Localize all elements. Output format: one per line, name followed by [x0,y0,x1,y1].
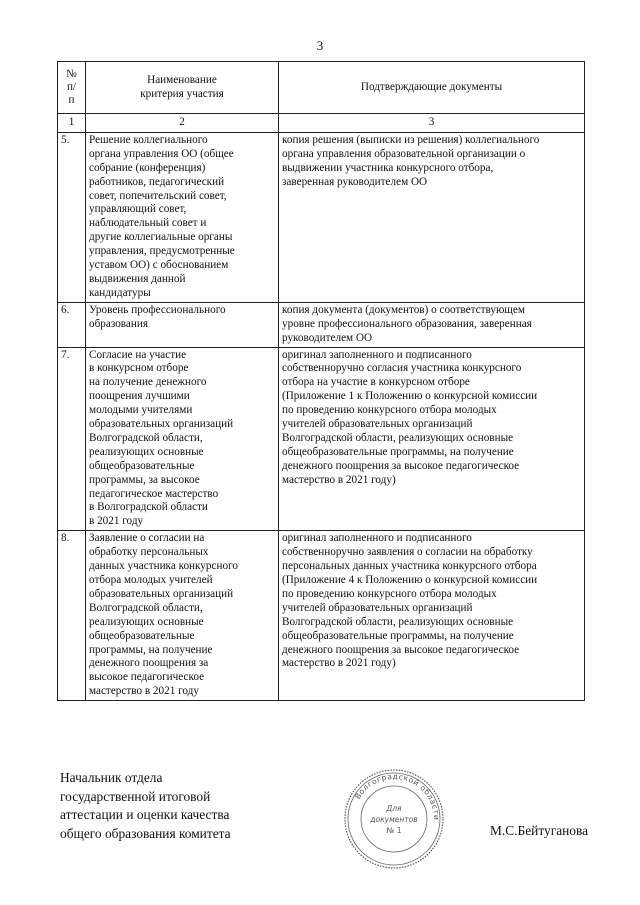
row-documents: копия документа (документов) о соответствующем уровне профессионального образования, заверенная руководителем ОО [279,302,585,347]
table-row [58,132,585,302]
row-criterion: Согласие на участие в конкурсном отборе на получение денежного поощрения лучшими молодыми учителями образовательных организаций Волгоградской области, реализующих основные общеобразовательные программы, за высокое педагогическое мастерство в Волгоградской области в 2021 году [86,347,279,531]
row-criterion: Заявление о согласии на обработку персональных данных участника конкурсного отбора молодых учителей образовательных организаций Волгоградской области, реализующих основные общеобразовательные программы, на получение денежного поощрения за высокое педагогическое мастерство в 2021 году [86,531,279,701]
signatory-position: Начальник отдела государственной итоговой аттестации и оценки качества общего образования комитета [60,770,231,841]
row-number: 6. [58,302,86,347]
signer-name: М.С.Бейтуганова [490,823,589,838]
stamp-line-3: № 1 [386,826,402,835]
stamp-line-2: документов [370,815,418,824]
row-criterion: Решение коллегиального органа управления ОО (общее собрание (конференция) работников, педагогический совет, попечительский совет, управляющий совет, наблюдательный совет и другие коллегиальные органы управления, предусмотренные уставом ОО) с обоснованием выдвижения данной кандидатуры [86,132,279,302]
column-number: 2 [86,114,279,133]
row-number: 5. [58,132,86,302]
header-number: № п/ п [58,62,86,114]
row-documents: копия решения (выписки из решения) коллегиального органа управления образовательной организации о выдвижении участника конкурсного отбора, заверенная руководителем ОО [279,132,585,302]
column-number: 3 [279,114,585,133]
row-documents: оригинал заполненного и подписанного собственноручно согласия участника конкурсного отбора на участие в конкурсном отборе (Приложение 1 к Положению о конкурсной комиссии по проведению конкурсного отбора молодых учителей образовательных организаций Волгоградской области, реализующих основные общеобразовательные программы, на получение денежного поощрения за высокое педагогическое мастерство в 2021 году) [279,347,585,531]
header-criterion: Наименование критерия участия [86,62,279,114]
row-number: 7. [58,347,86,531]
row-criterion: Уровень профессионального образования [86,302,279,347]
stamp-ring-text: Волгоградской области [352,771,442,821]
criteria-table [57,61,585,701]
stamp-line-1: Для [386,804,402,813]
header-documents: Подтверждающие документы [279,62,585,114]
table-row [58,347,585,531]
table-row [58,302,585,347]
row-number: 8. [58,531,86,701]
column-number: 1 [58,114,86,133]
column-number-row [58,114,585,133]
page-number: 3 [316,38,324,53]
official-stamp [342,767,446,871]
table-header-row [58,62,585,114]
row-documents: оригинал заполненного и подписанного собственноручно заявления о согласии на обработку персональных данных участника конкурсного отбора (Приложение 4 к Положению о конкурсной комиссии по проведению конкурсного отбора молодых учителей образовательных организаций Волгоградской области, реализующих основные общеобразовательные программы, на получение денежного поощрения за высокое педагогическое мастерство в 2021 году) [279,531,585,701]
table-row [58,531,585,701]
svg-text:Волгоградской области [353,772,441,821]
